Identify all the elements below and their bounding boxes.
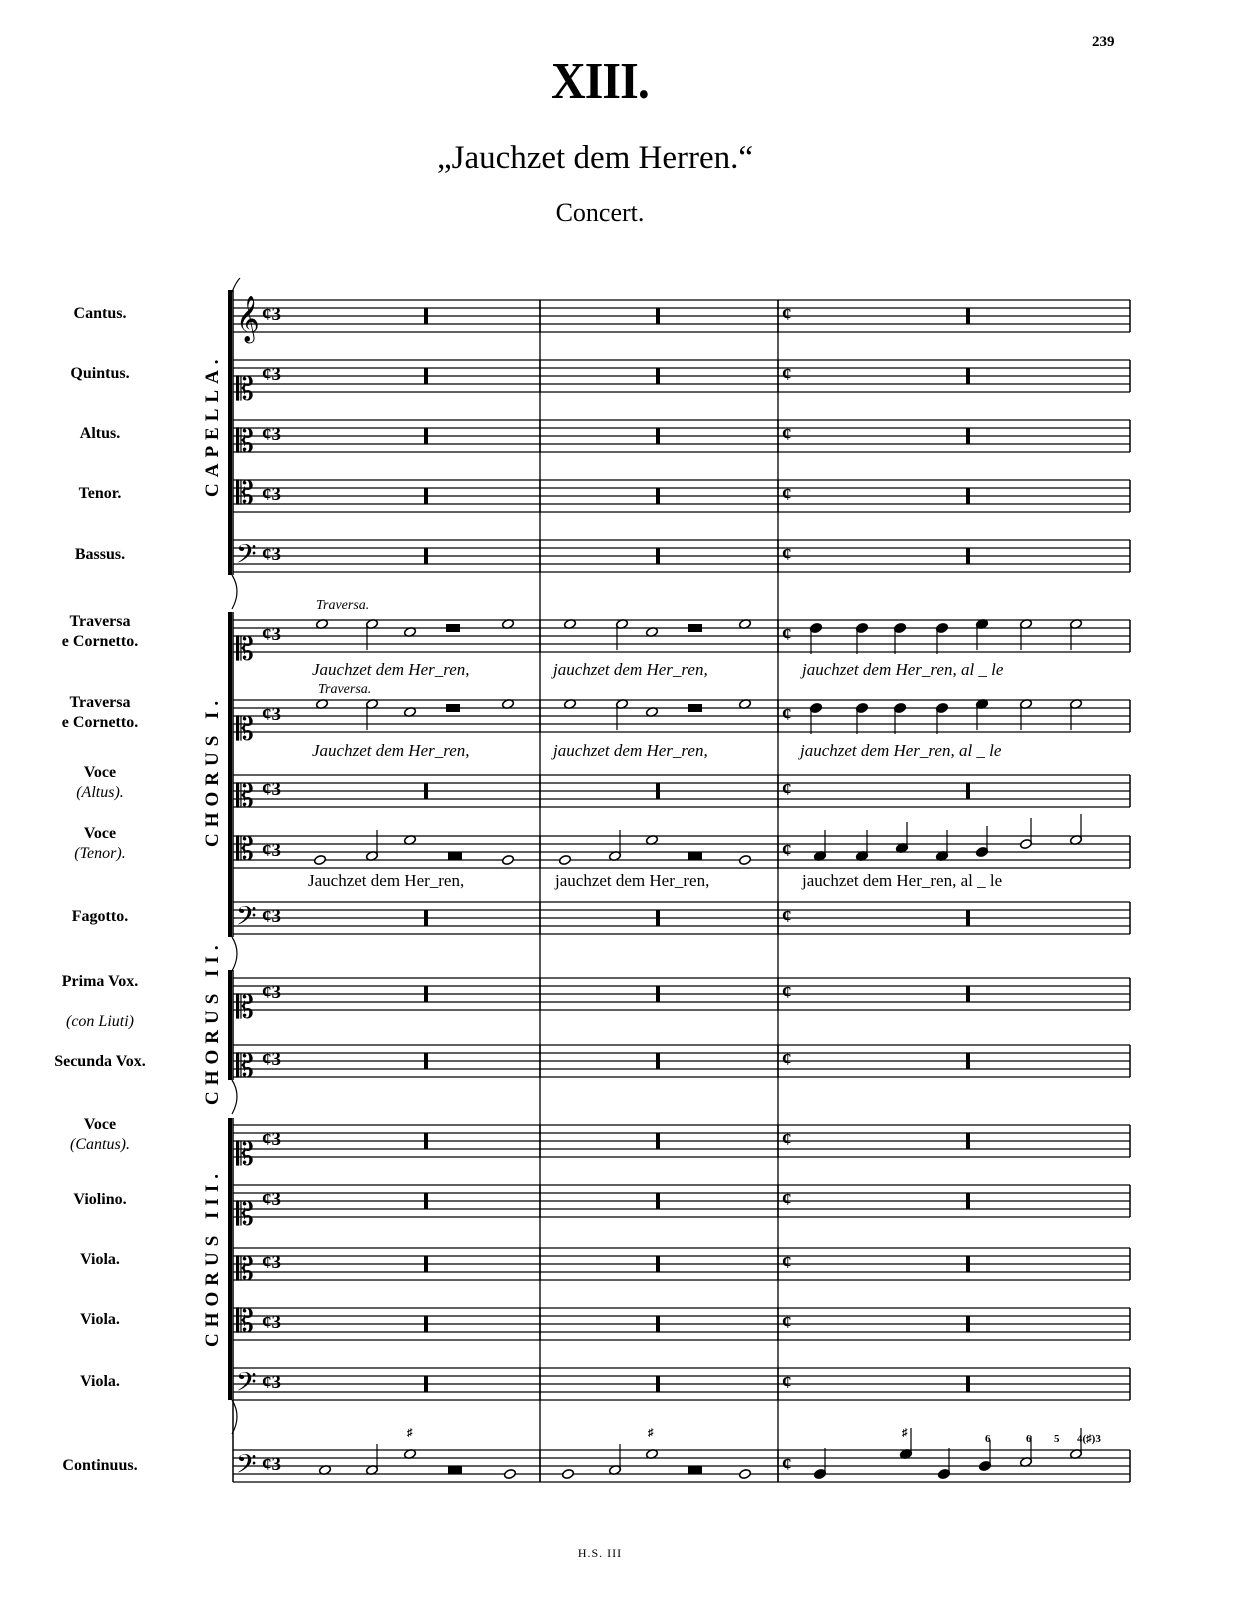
- note-icon: [894, 703, 907, 734]
- rest-icon: [966, 1256, 970, 1272]
- note-icon: [896, 822, 909, 853]
- rest-icon: [966, 783, 970, 799]
- rest-icon: [424, 1376, 428, 1392]
- staff: [233, 360, 1130, 408]
- time-signature: ¢3: [262, 704, 281, 725]
- group-label: CAPELLA.: [202, 352, 223, 497]
- note-icon: [616, 699, 629, 730]
- clef-icon: 𝄡: [236, 988, 254, 1026]
- part-name: Traversa: [69, 694, 131, 711]
- clef-icon: 𝄞: [236, 296, 260, 342]
- rest-icon: [966, 1133, 970, 1149]
- rest-icon: [656, 368, 660, 384]
- note-icon: [1020, 699, 1033, 730]
- part-subname: (Altus).: [76, 784, 124, 801]
- group-bracket: [228, 290, 232, 575]
- group-label: CHORUS III.: [202, 1168, 223, 1347]
- clef-icon: 𝄡: [236, 777, 254, 815]
- rest-icon: [424, 308, 428, 324]
- rest-icon: [966, 368, 970, 384]
- clef-icon: 𝄡: [236, 1135, 254, 1173]
- time-signature: ¢3: [262, 1129, 281, 1150]
- lyric-line: jauchzet dem Her_ren, al _ le: [800, 741, 1002, 760]
- group-bracket: [228, 970, 232, 1080]
- rest-icon: [966, 308, 970, 324]
- note-icon: [609, 1444, 622, 1475]
- rest-icon: [656, 308, 660, 324]
- rest-icon: [656, 548, 660, 564]
- rest-icon: [966, 986, 970, 1002]
- rest-icon: [424, 1193, 428, 1209]
- part-name: Voce: [83, 764, 117, 781]
- rest-icon: [424, 1133, 428, 1149]
- part-name: Secunda Vox.: [54, 1053, 146, 1070]
- lyric-line: jauchzet dem Her_ren,: [555, 871, 710, 890]
- staff: [233, 830, 1130, 868]
- part-subname: e Cornetto.: [61, 633, 139, 650]
- group-bracket: [228, 1118, 232, 1400]
- page-footer: H.S. III: [577, 1546, 623, 1560]
- rest-icon: [424, 548, 428, 564]
- lyric-line: jauchzet dem Her_ren,: [553, 741, 708, 760]
- instrument-mark: Traversa.: [318, 682, 372, 697]
- clef-icon: 𝄡: [236, 422, 254, 460]
- rest-icon: [966, 1316, 970, 1332]
- part-name: Continuus.: [62, 1457, 138, 1474]
- part-subname: (Tenor).: [74, 845, 126, 862]
- time-signature: ¢3: [262, 1189, 281, 1210]
- time-signature: ¢3: [262, 779, 281, 800]
- note-icon: [976, 826, 989, 857]
- figured-bass: 6: [985, 1433, 991, 1445]
- group-bracket: [228, 612, 232, 937]
- lyric-line: jauchzet dem Her_ren, al _ le: [802, 871, 1003, 890]
- time-signature: ¢: [782, 1189, 792, 1210]
- figured-bass: ♯: [407, 1427, 413, 1439]
- part-subname: e Cornetto.: [61, 714, 139, 731]
- rest-icon: [656, 1053, 660, 1069]
- clef-icon: 𝄡: [236, 370, 254, 408]
- time-signature: ¢: [782, 1312, 792, 1333]
- work-subtitle: Concert.: [555, 198, 645, 227]
- breve-icon: [688, 624, 702, 632]
- rest-icon: [966, 1053, 970, 1069]
- time-signature: ¢3: [262, 982, 281, 1003]
- rest-icon: [656, 1376, 660, 1392]
- rest-icon: [966, 548, 970, 564]
- time-signature: ¢3: [262, 484, 281, 505]
- part-name: Fagotto.: [71, 908, 129, 925]
- part-name: Cantus.: [73, 305, 127, 322]
- page-number: 239: [1092, 34, 1115, 50]
- time-signature: ¢3: [262, 1312, 281, 1333]
- figured-bass: ♯: [902, 1427, 908, 1439]
- clef-icon: 𝄡: [236, 1250, 254, 1288]
- rest-icon: [966, 488, 970, 504]
- rest-icon: [656, 1316, 660, 1332]
- note-icon: [609, 830, 622, 861]
- part-name: Viola.: [80, 1373, 120, 1390]
- part-name: Bassus.: [74, 546, 126, 563]
- time-signature: ¢: [782, 779, 792, 800]
- lyric-line: jauchzet dem Her_ren,: [553, 660, 708, 679]
- rest-icon: [966, 1193, 970, 1209]
- note-icon: [366, 1444, 379, 1475]
- time-signature: ¢: [782, 982, 792, 1003]
- staff: [233, 1366, 1130, 1404]
- time-signature: ¢: [782, 484, 792, 505]
- clef-icon: 𝄢: [236, 1448, 257, 1486]
- part-name: Traversa: [69, 613, 131, 630]
- time-signature: ¢3: [262, 424, 281, 445]
- rest-icon: [424, 910, 428, 926]
- lyric-line: Jauchzet dem Her_ren,: [312, 660, 470, 679]
- time-signature: ¢: [782, 424, 792, 445]
- time-signature: ¢: [782, 840, 792, 861]
- note-icon: [739, 855, 752, 866]
- note-icon: [814, 830, 827, 861]
- breve-icon: [688, 852, 702, 860]
- time-signature: ¢3: [262, 624, 281, 645]
- part-name: Voce: [83, 825, 117, 842]
- rest-icon: [424, 986, 428, 1002]
- rest-icon: [966, 1376, 970, 1392]
- note-icon: [504, 1469, 517, 1480]
- note-icon: [366, 619, 379, 650]
- part-name: Tenor.: [78, 485, 122, 502]
- note-icon: [936, 623, 949, 654]
- rest-icon: [656, 488, 660, 504]
- part-name: (con Liuti): [66, 1013, 134, 1030]
- part-subname: (Cantus).: [70, 1136, 130, 1153]
- time-signature: ¢3: [262, 1252, 281, 1273]
- part-name: Altus.: [79, 425, 121, 442]
- staff: [233, 1248, 1130, 1288]
- note-icon: [938, 1448, 951, 1479]
- note-icon: [894, 623, 907, 654]
- part-name: Voce: [83, 1116, 117, 1133]
- piece-number: XIII.: [551, 53, 649, 110]
- time-signature: ¢3: [262, 1049, 281, 1070]
- part-name: Violino.: [73, 1191, 127, 1208]
- group-label: CHORUS I.: [202, 694, 223, 847]
- time-signature: ¢3: [262, 840, 281, 861]
- time-signature: ¢: [782, 704, 792, 725]
- lyric-line: Jauchzet dem Her_ren,: [312, 741, 470, 760]
- rest-icon: [656, 1133, 660, 1149]
- part-name: Prima Vox.: [61, 973, 139, 990]
- rest-icon: [656, 428, 660, 444]
- staff: [233, 978, 1130, 1026]
- rest-icon: [656, 986, 660, 1002]
- rest-icon: [424, 783, 428, 799]
- rest-icon: [424, 428, 428, 444]
- time-signature: ¢: [782, 624, 792, 645]
- clef-icon: 𝄡: [236, 830, 254, 868]
- note-icon: [314, 855, 327, 866]
- time-signature: ¢3: [262, 544, 281, 565]
- clef-icon: 𝄢: [236, 900, 257, 938]
- note-icon: [814, 1448, 827, 1479]
- breve-icon: [448, 1466, 462, 1474]
- breve-icon: [446, 704, 460, 712]
- time-signature: ¢: [782, 906, 792, 927]
- time-signature: ¢: [782, 1049, 792, 1070]
- note-icon: [810, 703, 823, 734]
- rest-icon: [424, 368, 428, 384]
- rest-icon: [656, 910, 660, 926]
- time-signature: ¢3: [262, 1454, 281, 1475]
- time-signature: ¢3: [262, 364, 281, 385]
- clef-icon: 𝄡: [236, 710, 254, 748]
- figured-bass: ♯: [648, 1427, 654, 1439]
- note-icon: [502, 855, 515, 866]
- note-icon: [976, 699, 989, 730]
- breve-icon: [448, 852, 462, 860]
- staff: [233, 1125, 1130, 1173]
- note-icon: [1020, 619, 1033, 650]
- note-icon: [936, 703, 949, 734]
- rest-icon: [424, 488, 428, 504]
- figured-bass: 5: [1054, 1433, 1060, 1445]
- note-icon: [559, 855, 572, 866]
- note-icon: [1070, 814, 1083, 845]
- instrument-mark: Traversa.: [316, 598, 370, 613]
- time-signature: ¢: [782, 1252, 792, 1273]
- note-icon: [366, 699, 379, 730]
- time-signature: ¢: [782, 364, 792, 385]
- clef-icon: 𝄡: [236, 630, 254, 668]
- time-signature: ¢3: [262, 304, 281, 325]
- time-signature: ¢: [782, 544, 792, 565]
- staff: [233, 474, 1130, 512]
- note-icon: [562, 1469, 575, 1480]
- clef-icon: 𝄡: [236, 1047, 254, 1085]
- note-icon: [616, 619, 629, 650]
- note-icon: [976, 619, 989, 650]
- time-signature: ¢: [782, 1372, 792, 1393]
- clef-icon: 𝄢: [236, 538, 257, 576]
- rest-icon: [656, 783, 660, 799]
- figured-bass: 4(♯)3: [1077, 1433, 1101, 1445]
- note-icon: [810, 623, 823, 654]
- breve-icon: [688, 1466, 702, 1474]
- clef-icon: 𝄡: [236, 1195, 254, 1233]
- breve-icon: [688, 704, 702, 712]
- staff: [233, 1045, 1130, 1085]
- rest-icon: [656, 1193, 660, 1209]
- note-icon: [856, 830, 869, 861]
- lyric-line: jauchzet dem Her_ren, al _ le: [802, 660, 1004, 679]
- staff: [233, 296, 1130, 344]
- breve-icon: [446, 624, 460, 632]
- group-label: CHORUS II.: [202, 939, 223, 1105]
- staff: [233, 775, 1130, 815]
- part-name: Quintus.: [70, 365, 130, 382]
- rest-icon: [424, 1256, 428, 1272]
- staff: [233, 1302, 1130, 1340]
- clef-icon: 𝄡: [236, 1302, 254, 1340]
- rest-icon: [966, 910, 970, 926]
- note-icon: [1070, 619, 1083, 650]
- part-name: Viola.: [80, 1251, 120, 1268]
- time-signature: ¢: [782, 1129, 792, 1150]
- staff: [233, 538, 1130, 576]
- rest-icon: [656, 1256, 660, 1272]
- rest-icon: [424, 1316, 428, 1332]
- note-icon: [1070, 699, 1083, 730]
- note-icon: [1020, 818, 1033, 849]
- part-name: Viola.: [80, 1311, 120, 1328]
- note-icon: [856, 623, 869, 654]
- time-signature: ¢3: [262, 1372, 281, 1393]
- note-icon: [856, 703, 869, 734]
- rest-icon: [966, 428, 970, 444]
- staff: [233, 420, 1130, 460]
- clef-icon: 𝄡: [236, 474, 254, 512]
- note-icon: [366, 830, 379, 861]
- staff: [233, 1185, 1130, 1233]
- time-signature: ¢: [782, 304, 792, 325]
- lyric-line: Jauchzet dem Her_ren,: [308, 871, 465, 890]
- staff: [233, 900, 1130, 938]
- time-signature: ¢3: [262, 906, 281, 927]
- figured-bass: 6: [1026, 1433, 1032, 1445]
- note-icon: [739, 1469, 752, 1480]
- staff: [233, 1448, 1130, 1486]
- time-signature: ¢: [782, 1454, 792, 1475]
- work-title: „Jauchzet dem Herren.“: [436, 140, 754, 176]
- note-icon: [936, 830, 949, 861]
- clef-icon: 𝄢: [236, 1366, 257, 1404]
- rest-icon: [424, 1053, 428, 1069]
